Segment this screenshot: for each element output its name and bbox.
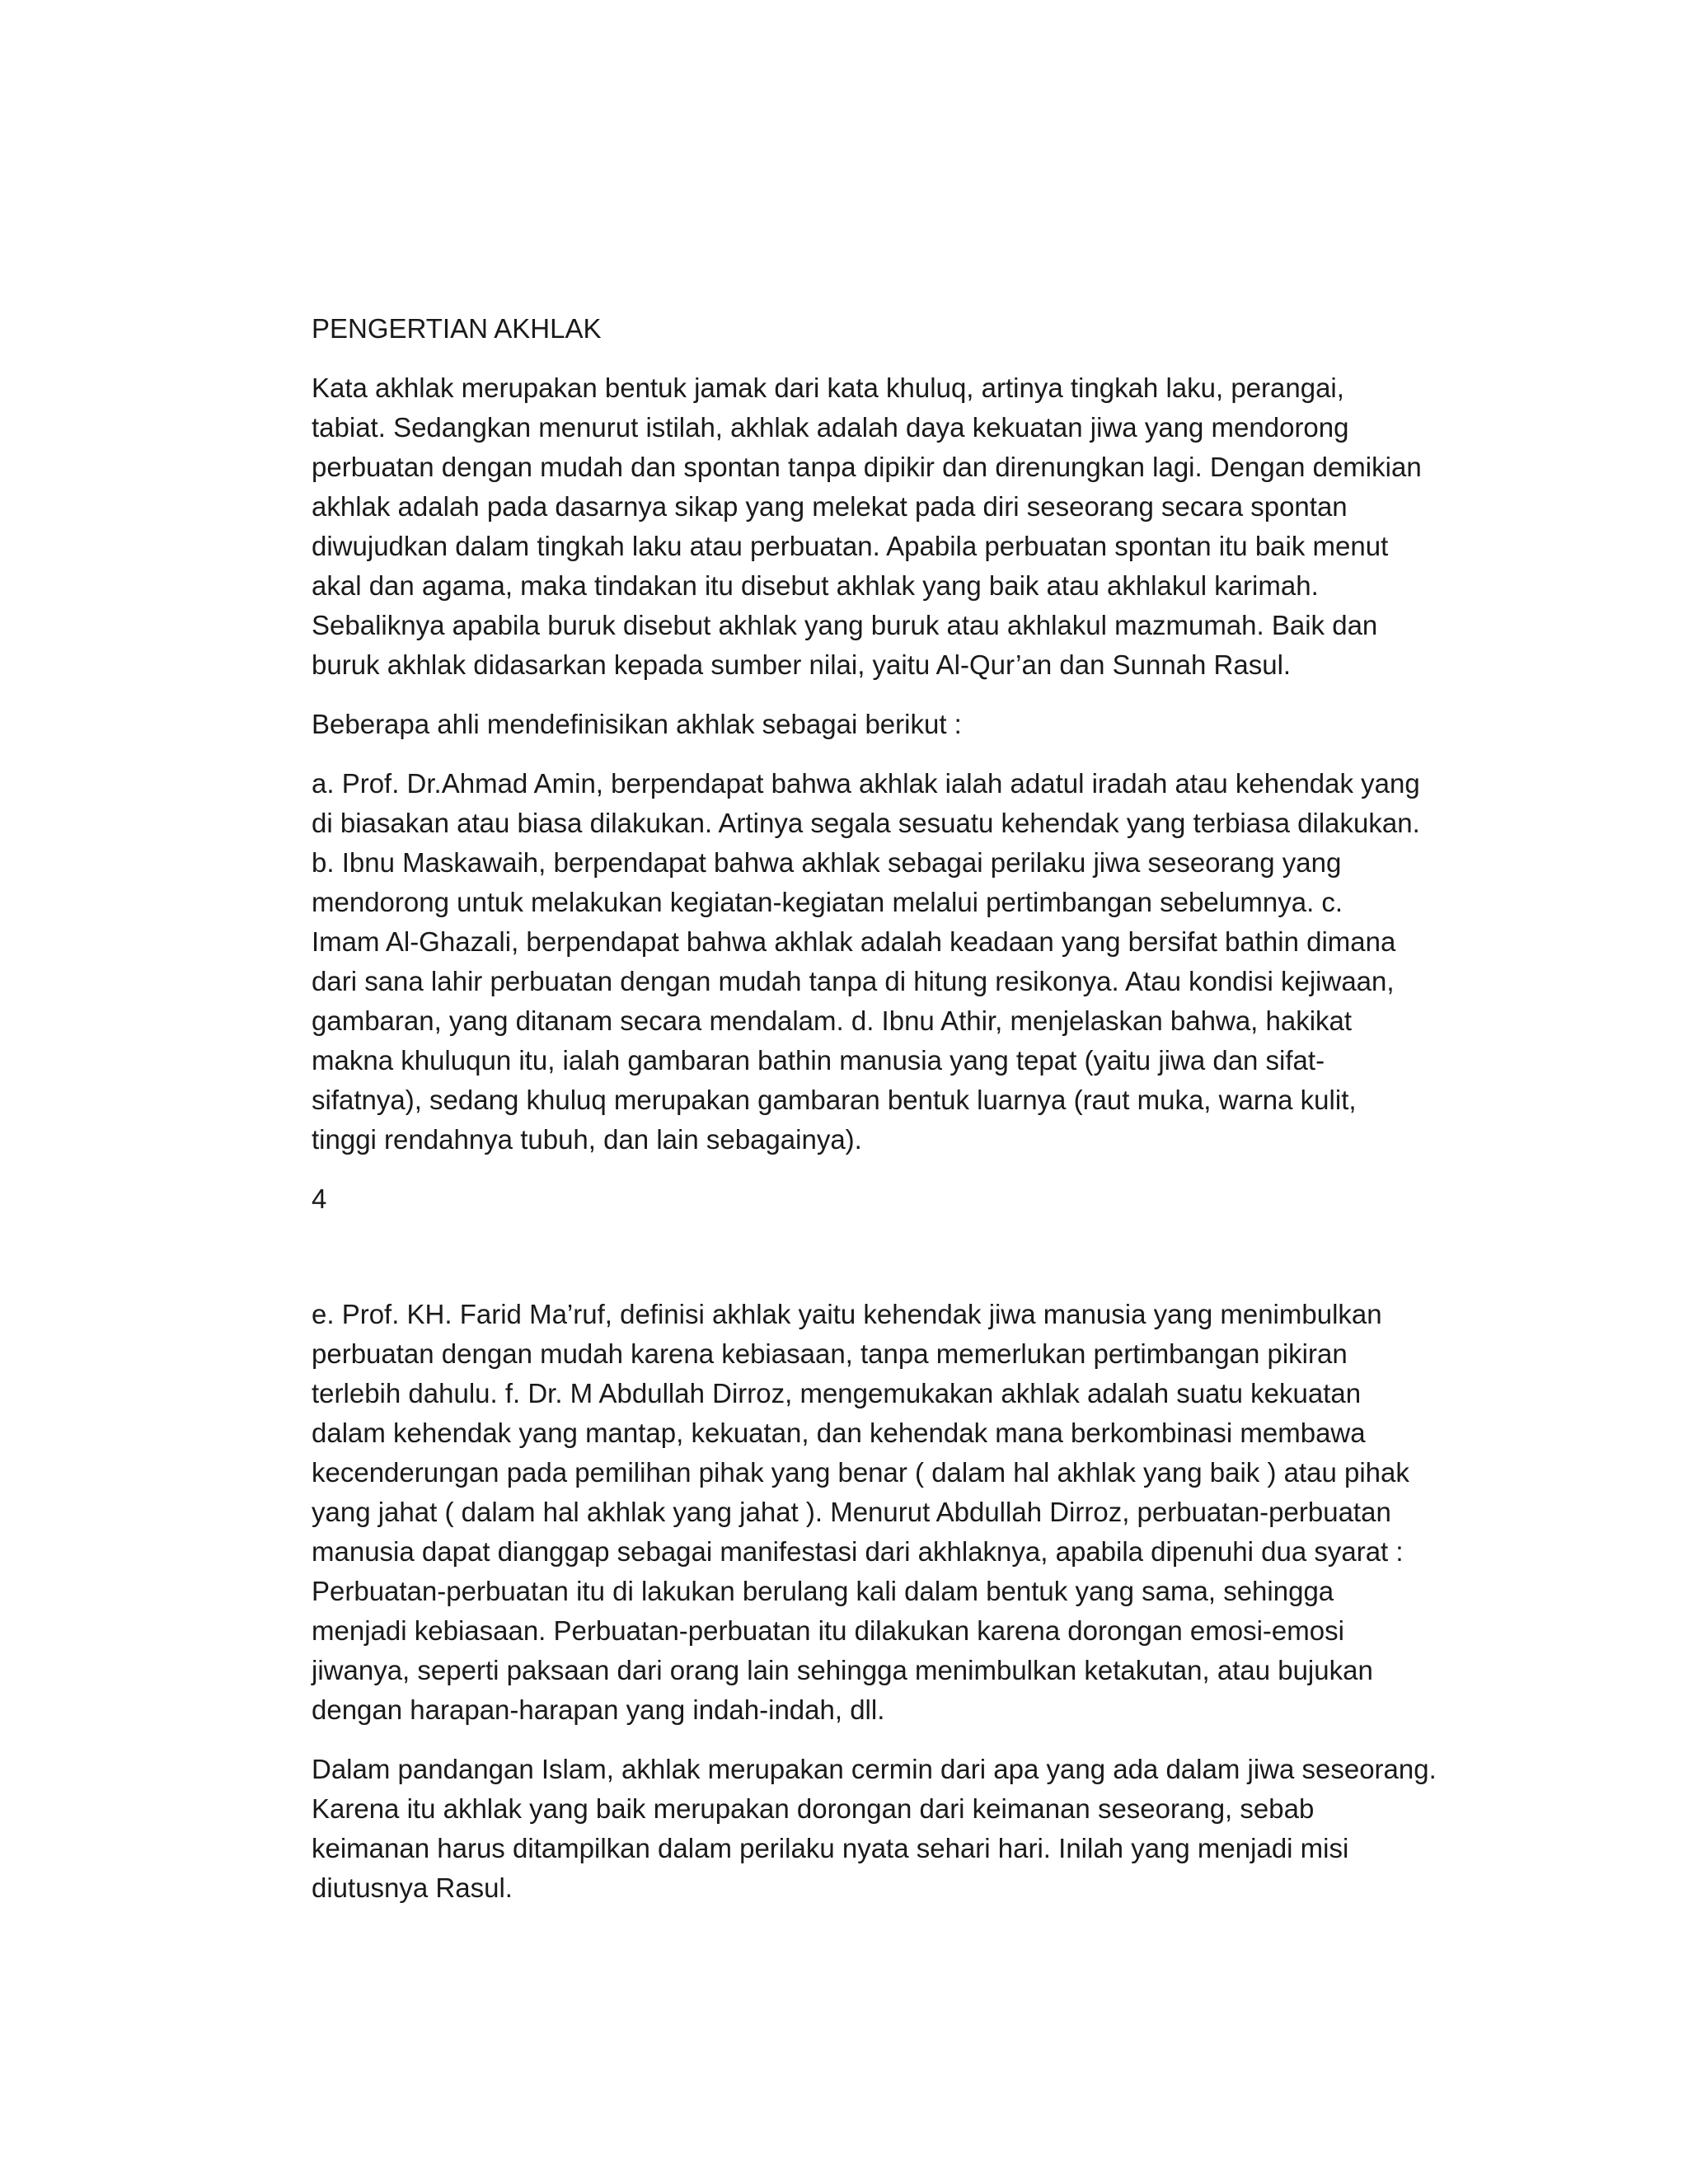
text-line: terlebih dahulu. f. Dr. M Abdullah Dirroz, mengemukakan akhlak adalah suatu kekuatan xyxy=(312,1378,1362,1408)
text-line: makna khuluqun itu, ialah gambaran bathin manusia yang tepat (yaitu jiwa dan sifat- xyxy=(312,1045,1325,1076)
text-line: tabiat. Sedangkan menurut istilah, akhlak adalah daya kekuatan jiwa yang mendorong xyxy=(312,412,1349,443)
text-line: gambaran, yang ditanam secara mendalam. d. Ibnu Athir, menjelaskan bahwa, hakikat xyxy=(312,1005,1353,1036)
text-line: di biasakan atau biasa dilakukan. Artinya segala sesuatu kehendak yang terbiasa dilakukan. xyxy=(312,808,1420,838)
text-line: mendorong untuk melakukan kegiatan-kegiatan melalui pertimbangan sebelumnya. c. xyxy=(312,887,1343,917)
text-line: akal dan agama, maka tindakan itu disebut akhlak yang baik atau akhlakul karimah. xyxy=(312,570,1319,601)
text-line: kecenderungan pada pemilihan pihak yang benar ( dalam hal akhlak yang baik ) atau pihak xyxy=(312,1457,1409,1488)
paragraph-islam-view xyxy=(312,1750,1449,1908)
text-line: dengan harapan-harapan yang indah-indah, dll. xyxy=(312,1694,885,1725)
text-line: dalam kehendak yang mantap, kekuatan, dan kehendak mana berkombinasi membawa xyxy=(312,1418,1366,1448)
paragraph-experts-e-f xyxy=(312,1295,1449,1730)
text-line: yang jahat ( dalam hal akhlak yang jahat ). Menurut Abdullah Dirroz, perbuatan-perbuatan xyxy=(312,1497,1391,1527)
text-line: Dalam pandangan Islam, akhlak merupakan cermin dari apa yang ada dalam jiwa seseorang. xyxy=(312,1754,1437,1784)
text-line: diwujudkan dalam tingkah laku atau perbuatan. Apabila perbuatan spontan itu baik menut xyxy=(312,531,1389,561)
text-line: jiwanya, seperti paksaan dari orang lain sehingga menimbulkan ketakutan, atau bujukan xyxy=(312,1655,1373,1685)
text-line: manusia dapat dianggap sebagai manifestasi dari akhlaknya, apabila dipenuhi dua syarat : xyxy=(312,1536,1404,1567)
text-line: e. Prof. KH. Farid Ma’ruf, definisi akhlak yaitu kehendak jiwa manusia yang menimbulkan xyxy=(312,1299,1382,1329)
document-title: PENGERTIAN AKHLAK xyxy=(312,313,602,344)
page-number: 4 xyxy=(312,1183,327,1214)
paragraph-definition xyxy=(312,368,1449,685)
text-line: Kata akhlak merupakan bentuk jamak dari kata khuluq, artinya tingkah laku, perangai, xyxy=(312,373,1344,403)
text-line: dari sana lahir perbuatan dengan mudah tanpa di hitung resikonya. Atau kondisi kejiwaan, xyxy=(312,966,1395,996)
text-line: Sebaliknya apabila buruk disebut akhlak yang buruk atau akhlakul mazmumah. Baik dan xyxy=(312,610,1378,640)
text-line: Beberapa ahli mendefinisikan akhlak sebagai berikut : xyxy=(312,709,962,739)
text-line: menjadi kebiasaan. Perbuatan-perbuatan itu dilakukan karena dorongan emosi-emosi xyxy=(312,1615,1344,1646)
paragraph-experts-a-d xyxy=(312,764,1449,1160)
text-line: akhlak adalah pada dasarnya sikap yang melekat pada diri seseorang secara spontan xyxy=(312,491,1348,522)
text-line: Karena itu akhlak yang baik merupakan dorongan dari keimanan seseorang, sebab xyxy=(312,1793,1315,1824)
text-line: Perbuatan-perbuatan itu di lakukan berulang kali dalam bentuk yang sama, sehingga xyxy=(312,1576,1334,1606)
text-line: keimanan harus ditampilkan dalam perilaku nyata sehari hari. Inilah yang menjadi misi xyxy=(312,1833,1349,1863)
text-line: sifatnya), sedang khuluq merupakan gambaran bentuk luarnya (raut muka, warna kulit, xyxy=(312,1085,1357,1115)
text-line: tinggi rendahnya tubuh, dan lain sebagainya). xyxy=(312,1124,862,1155)
text-line: buruk akhlak didasarkan kepada sumber nilai, yaitu Al-Qur’an dan Sunnah Rasul. xyxy=(312,649,1292,680)
text-line: Imam Al-Ghazali, berpendapat bahwa akhlak adalah keadaan yang bersifat bathin dimana xyxy=(312,926,1396,957)
text-line: a. Prof. Dr.Ahmad Amin, berpendapat bahwa akhlak ialah adatul iradah atau kehendak yang xyxy=(312,768,1420,799)
document-page xyxy=(312,309,1449,1908)
text-line: diutusnya Rasul. xyxy=(312,1872,513,1903)
text-line: b. Ibnu Maskawaih, berpendapat bahwa akhlak sebagai perilaku jiwa seseorang yang xyxy=(312,847,1342,878)
text-line: perbuatan dengan mudah karena kebiasaan, tanpa memerlukan pertimbangan pikiran xyxy=(312,1338,1348,1369)
paragraph-intro-experts xyxy=(312,705,1449,744)
text-line: perbuatan dengan mudah dan spontan tanpa dipikir dan direnungkan lagi. Dengan demikian xyxy=(312,452,1422,482)
